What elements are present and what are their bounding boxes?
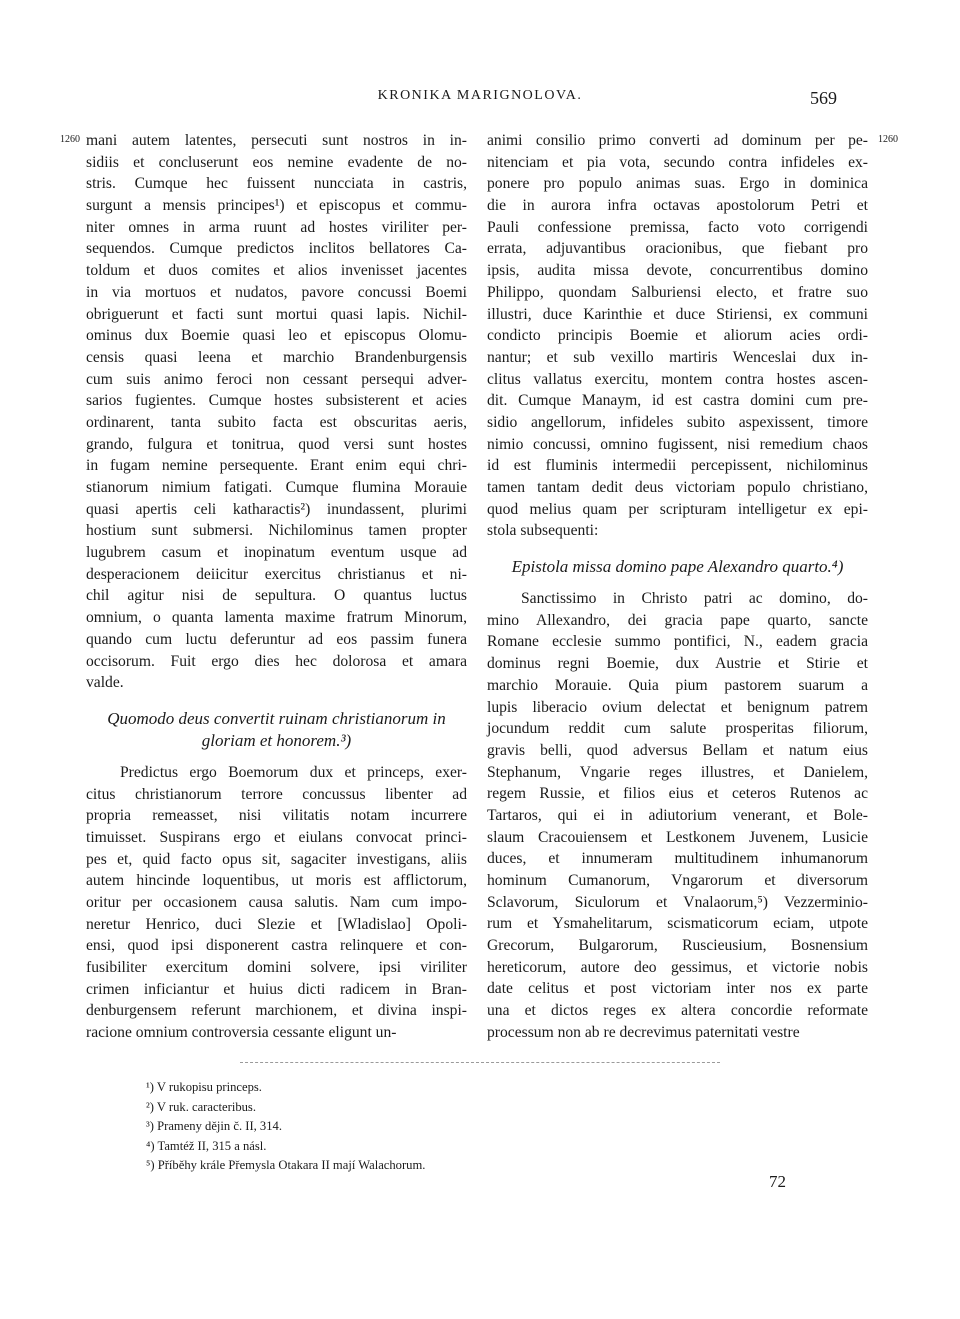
text-line: grando, fulgura et tonitrua, quod versi sunt hostes (86, 435, 467, 453)
text-line: niter omnes in arma ruunt ad hostes viriliter per- (86, 218, 467, 236)
text-line: errata, adjuvantibus oracionibus, que fiebant pro (487, 240, 868, 258)
text-line: Philippo, quondam Salburiensi electo, et fratre suo (487, 283, 868, 301)
text-line: animi consilio primo converti ad dominum per pe- (487, 132, 868, 149)
text-line: stris. Cumque hec fuissent nuncciata in castris, (86, 175, 467, 193)
text-line: ensi, quod ipsi disponerent castra relinquere et con- (86, 937, 467, 955)
left-text-block-1 (86, 130, 467, 694)
text-line: quando cum luctu deferuntur ad eos passim funera (86, 630, 467, 648)
margin-year-right: 1260 (878, 134, 898, 145)
footnote-5: ⁵) Příběhy krále Přemysla Otakara II mají Walachorum. (146, 1158, 426, 1172)
footnote-4: ⁴) Tamtéž II, 315 a násl. (146, 1138, 267, 1153)
text-line: denburgensem referunt marchionem, et divina inspi- (86, 1002, 467, 1020)
text-line: hominum Cumanorum, Vngarorum et diversorum (487, 872, 868, 889)
text-line: desperacionem deiicitur exercitus christianus et ni- (86, 565, 467, 583)
text-line: sequendos. Cumque predictos inclitos bellatores Ca- (86, 240, 467, 258)
text-line: condicto principis Boemie et aliorum acies ordi- (487, 327, 868, 345)
text-line: mani autem latentes, persecuti sunt nostros in in- (86, 132, 467, 149)
right-column (487, 130, 868, 1044)
text-line: Tartaros, qui ei in adiutorium venerant, et Bole- (487, 806, 868, 824)
footnote-3: ³) Prameny dějin č. II, 314. (146, 1119, 282, 1133)
footnote-1: ¹) V rukopisu princeps. (146, 1080, 262, 1094)
text-line: nimio concussi, omnino fugissent, nisi remedium chaos (487, 435, 868, 453)
text-line: id est fluminis intermedii percepissent, nichilominus (487, 457, 868, 475)
text-line: gravis belli, quod adversus Bellam et natum eius (487, 741, 868, 759)
text-line: nantur; et sub vexillo martiris Wenceslai dux in- (487, 348, 868, 366)
text-line: illustri, duce Karinthie et duce Stiriensi, ex communi (487, 305, 868, 323)
text-line: Predictus ergo Boemorum dux et princeps, exer- (120, 763, 467, 781)
text-line: pes et, quid facto opus sit, sagaciter investigans, aliis (86, 850, 467, 868)
text-line: tamen tantam dedit deus victoriam populo christiano, (487, 479, 868, 496)
text-line: die in aurora infra octavas apostolorum Petri et (487, 197, 868, 215)
text-line: racione omnium controversia cessante eligunt un- (86, 1024, 397, 1042)
text-line: dit. Cumque Manaym, id est castra domini cum pre- (487, 392, 868, 410)
text-line: Grecorum, Bulgarorum, Ruscieusium, Bosnensium (487, 937, 868, 955)
text-line: timuisset. Suspirans ergo et eiulans convocat princi- (86, 828, 467, 846)
text-line: neretur Henrico, duci Slezie et [Wladislao] Opoli- (86, 915, 467, 933)
text-line: Pauli confessione premissa, facto voto corrigendi (487, 218, 868, 236)
text-line: valde. (86, 674, 124, 692)
running-head: KRONIKA MARIGNOLOVA. (377, 88, 583, 103)
margin-year-left: 1260 (60, 134, 80, 145)
right-text-block-1 (487, 130, 868, 542)
text-line: cum suis animo feroci non cessant persequi adver- (86, 370, 467, 388)
text-line: propria remeasset, nisi vilitatis notam incurrere (86, 807, 467, 825)
text-line: sarios fugientes. Cumque hostes subsisterent et acies (86, 392, 467, 410)
right-heading: Epistola missa domino pape Alexandro quarto.⁴) (511, 557, 844, 577)
left-heading-line-1: Quomodo deus convertit ruinam christianorum in (107, 708, 446, 728)
text-line: lugubrem casum et inopinatum eventum usque ad (86, 544, 467, 562)
footnote-divider (240, 1062, 720, 1063)
text-line: ponere pro populo animas suas. Ergo in dominica (487, 175, 868, 193)
text-line: duces, et innumeram multitudinem inhumanorum (487, 850, 868, 868)
text-line: marchio Morauie. Quia pium pastorem suarum a (487, 676, 868, 694)
text-line: regem Russie, et filios eius et ceteros Rutenos ac (487, 785, 868, 803)
text-line: toldum et duos comites et alios invenisset jacentes (86, 262, 467, 280)
text-line: censis quasi leena et marchio Brandenburgensis (86, 348, 467, 366)
text-line: sidiis et concluserunt eos nemine evadente de no- (86, 153, 467, 171)
footnote-2: ²) V ruk. caracteribus. (146, 1099, 256, 1114)
text-line: jocundum reddit cum salute prosperitas filiorum, (487, 720, 868, 738)
text-line: hereticorum, autore deo gessimus, et victorie nobis (487, 958, 868, 976)
text-line: hostium sunt submersi. Nichilominus tamen propter (86, 522, 467, 540)
text-line: una et dictos reges ex altera concordie reformate (487, 1002, 868, 1020)
left-text-block-2 (86, 762, 467, 1044)
text-line: quod melius quam per scripturam intelligetur ex epi- (487, 500, 868, 518)
page-number: 569 (810, 88, 837, 108)
text-line: date celitus et post victoriam inter nos ex parte (487, 980, 868, 998)
text-line: dominus regni Boemie, dux Austrie et Stirie et (487, 655, 868, 673)
text-line: oritur per occasionem causa salutis. Nam cum impo- (86, 894, 467, 911)
text-line: omnium, o quanta lamenta maxime fratrum Minorum, (86, 609, 467, 627)
text-line: ordinarent, tanta subito facta est obscuritas aeris, (86, 413, 467, 431)
text-line: slaum Cracouiensem et Lestkonem Juvenem, Lusicie (487, 828, 868, 846)
text-line: fusibiliter exercitum domini solvere, ipsi viriliter (86, 959, 467, 977)
text-line: in fugam nemine persequente. Erant enim equi chri- (86, 457, 467, 475)
footnotes (146, 1078, 425, 1176)
text-line: rum et Ysmahelitarum, scismaticorum eciam, utpote (487, 915, 868, 933)
text-line: lupis liberacio ovium delectat et benignum patrem (487, 698, 868, 716)
text-line: in via mortuos et nudatos, pavore concussi Boemi (86, 283, 467, 301)
text-line: ipsis, audita missa devote, concurrentibus domino (487, 262, 868, 280)
text-line: surgunt a mensis principes¹) et episcopus et commu- (86, 197, 467, 215)
text-line: clitus vallatus exercitu, montem contra hostes ascen- (487, 370, 868, 388)
left-column (86, 130, 467, 1044)
text-line: processum non ab re decrevimus paternitati vestre (487, 1023, 800, 1041)
signature-mark: 72 (769, 1172, 786, 1191)
text-line: occisorum. Fuit ergo dies hec dolorosa et amara (86, 652, 467, 670)
text-line: stianorum nimium fatigati. Cumque flumina Morauie (86, 479, 467, 496)
text-line: crimen inficiantur et huius dicti radicem in Bran- (86, 980, 467, 998)
text-line: Sclavorum, Siculorum et Vnalaorum,⁵) Vezzerminio- (487, 893, 868, 911)
text-line: Romane ecclesie summo pontifici, N., eadem gracia (487, 633, 868, 651)
text-line: citus christianorum terrore concussus libenter ad (86, 785, 467, 803)
text-line: quasi apertis celi katharactis²) inundassent, plurimi (86, 500, 467, 518)
text-line: stola subsequenti: (487, 522, 599, 540)
text-line: sidio angellorum, infideles subito aspexissent, timore (487, 413, 868, 431)
text-line: Stephanum, Vngarie reges illustres, et Danielem, (487, 763, 868, 781)
text-line: mino Allexandro, dei gracia pape quarto, sancte (487, 611, 868, 629)
left-heading-line-2: gloriam et honorem.³) (201, 730, 352, 750)
right-text-block-2 (487, 588, 868, 1043)
text-line: obriguerunt et facti sunt mortui quasi lapis. Nichil- (86, 305, 467, 323)
text-line: nitenciam et pia vota, secundo contra infideles ex- (487, 153, 868, 171)
text-line: chil agitur nisi de sepultura. O quantus luctus (86, 587, 467, 605)
text-line: ominus dux Boemie quasi leo et episcopus Olomu- (86, 327, 467, 345)
text-line: Sanctissimo in Christo patri ac domino, do- (521, 590, 868, 608)
text-line: autem hincinde loquentibus, ut moris est afflictorum, (86, 872, 467, 890)
